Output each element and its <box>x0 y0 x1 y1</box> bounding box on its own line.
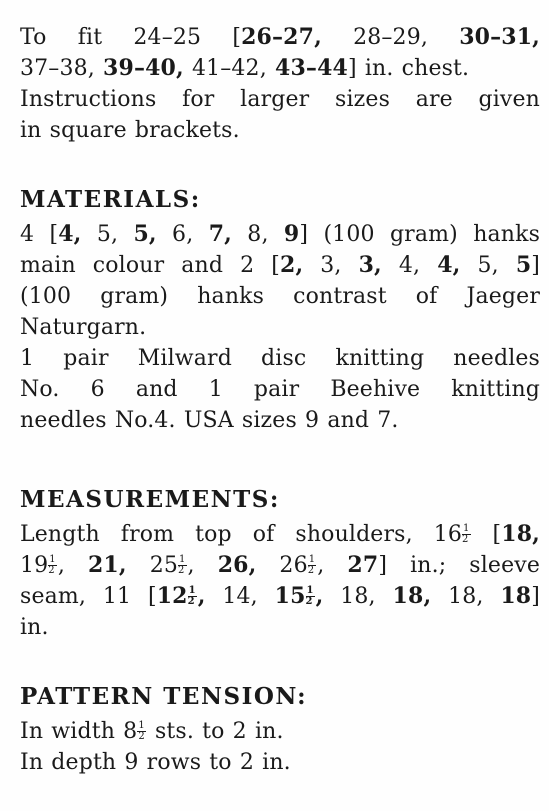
text: 8, <box>231 222 284 247</box>
fraction-denominator: 2 <box>187 595 195 607</box>
text-bold: 9 <box>283 221 300 247</box>
text: , <box>317 553 348 578</box>
fraction-numerator: 1 <box>188 584 196 596</box>
text: ] in. chest. <box>347 56 470 81</box>
text: 5, <box>81 222 134 247</box>
text: seam, 11 [ <box>20 584 157 609</box>
fraction-denominator: 2 <box>462 533 469 545</box>
text: In width 8 <box>20 719 138 744</box>
sizes-line-1 <box>20 22 540 53</box>
fraction-numerator: 1 <box>179 553 186 565</box>
text: main colour and 2 [ <box>20 253 280 278</box>
text: 3, <box>303 253 359 278</box>
fraction-numerator: 1 <box>306 584 314 596</box>
fraction-one-half <box>137 721 146 742</box>
text-bold: 39–40, <box>103 55 184 81</box>
text-bold: 18, <box>501 521 540 547</box>
text: 18, <box>323 584 393 609</box>
fraction-denominator: 2 <box>48 564 55 576</box>
text: [ <box>471 522 502 547</box>
sizes-paragraph <box>20 22 540 146</box>
text: ] <box>531 253 541 278</box>
text-bold: 26, <box>217 552 257 578</box>
measurements-line-4: in. <box>20 615 49 640</box>
text-bold: 12 <box>156 583 188 609</box>
fraction-numerator: 1 <box>308 553 316 565</box>
text: 4 [ <box>20 222 59 247</box>
fraction-one-half <box>188 586 197 607</box>
fraction-denominator: 2 <box>307 564 315 576</box>
text-bold: 21, <box>87 552 127 578</box>
fraction-denominator: 2 <box>178 564 185 576</box>
text: sts. to 2 in. <box>146 719 284 744</box>
pattern-tension-paragraph <box>20 716 540 778</box>
text-bold: 2, <box>279 252 304 278</box>
sizes-line-2 <box>20 53 540 84</box>
text: 6, <box>156 222 209 247</box>
text: 5, <box>460 253 516 278</box>
text-bold: 15 <box>274 583 306 609</box>
measurements-heading: MEASUREMENTS: <box>20 486 280 513</box>
text: , <box>57 553 88 578</box>
materials-line-2 <box>20 250 540 281</box>
text-bold: , <box>315 583 324 609</box>
text: , <box>187 553 218 578</box>
measurements-line-2 <box>20 550 540 581</box>
fraction-one-half <box>178 555 187 576</box>
text: 19 <box>20 553 49 578</box>
fraction-numerator: 1 <box>49 553 56 565</box>
fraction-one-half <box>308 555 317 576</box>
materials-line-6: No. 6 and 1 pair Beehive knitting <box>20 377 540 402</box>
text: 26 <box>256 553 308 578</box>
sizes-line-3: Instructions for larger sizes are given <box>20 87 540 112</box>
text: 14, <box>205 584 275 609</box>
fraction-numerator: 1 <box>463 522 470 534</box>
materials-line-7: needles No.4. USA sizes 9 and 7. <box>20 408 399 433</box>
text: 41–42, <box>183 56 275 81</box>
text-bold: 18 <box>500 583 532 609</box>
materials-line-4: Naturgarn. <box>20 315 147 340</box>
materials-paragraph <box>20 219 540 436</box>
text-bold: 4, <box>58 221 82 247</box>
text: To fit 24–25 [ <box>20 25 242 50</box>
fraction-numerator: 1 <box>138 719 145 731</box>
text: 18, <box>431 584 501 609</box>
materials-line-5: 1 pair Milward disc knitting needles <box>20 346 540 371</box>
tension-line-1 <box>20 716 540 747</box>
measurements-line-3 <box>20 581 540 612</box>
materials-heading: MATERIALS: <box>20 186 201 213</box>
text-bold: 7, <box>208 221 232 247</box>
text: ] (100 gram) hanks <box>299 222 541 247</box>
text-bold: 3, <box>358 252 382 278</box>
text-bold: 5, <box>133 221 157 247</box>
materials-line-1 <box>20 219 540 250</box>
text-bold: 4, <box>437 252 461 278</box>
sizes-line-4: in square brackets. <box>20 118 240 143</box>
pattern-tension-heading: PATTERN TENSION: <box>20 683 308 710</box>
text: ] <box>531 584 540 609</box>
fraction-one-half <box>48 555 57 576</box>
text: ] in.; sleeve <box>378 553 540 578</box>
fraction-one-half <box>306 586 315 607</box>
text-bold: 26–27, <box>241 24 322 50</box>
fraction-one-half <box>462 524 471 545</box>
text: Length from top of shoulders, 16 <box>20 522 463 547</box>
measurements-paragraph <box>20 519 540 643</box>
text: 4, <box>381 253 438 278</box>
text-bold: 18, <box>392 583 432 609</box>
tension-line-2: In depth 9 rows to 2 in. <box>20 750 291 775</box>
text-bold: 30–31, <box>459 24 540 50</box>
text: 28–29, <box>321 25 460 50</box>
text-bold: 5 <box>515 252 532 278</box>
measurements-line-1 <box>20 519 540 550</box>
materials-line-3: (100 gram) hanks contrast of Jaeger <box>20 284 540 309</box>
text: 37–38, <box>20 56 104 81</box>
text-bold: , <box>197 583 206 609</box>
fraction-denominator: 2 <box>138 730 145 742</box>
text-bold: 27 <box>347 552 379 578</box>
text: 25 <box>126 553 179 578</box>
fraction-denominator: 2 <box>305 595 313 607</box>
text-bold: 43–44 <box>275 55 348 81</box>
